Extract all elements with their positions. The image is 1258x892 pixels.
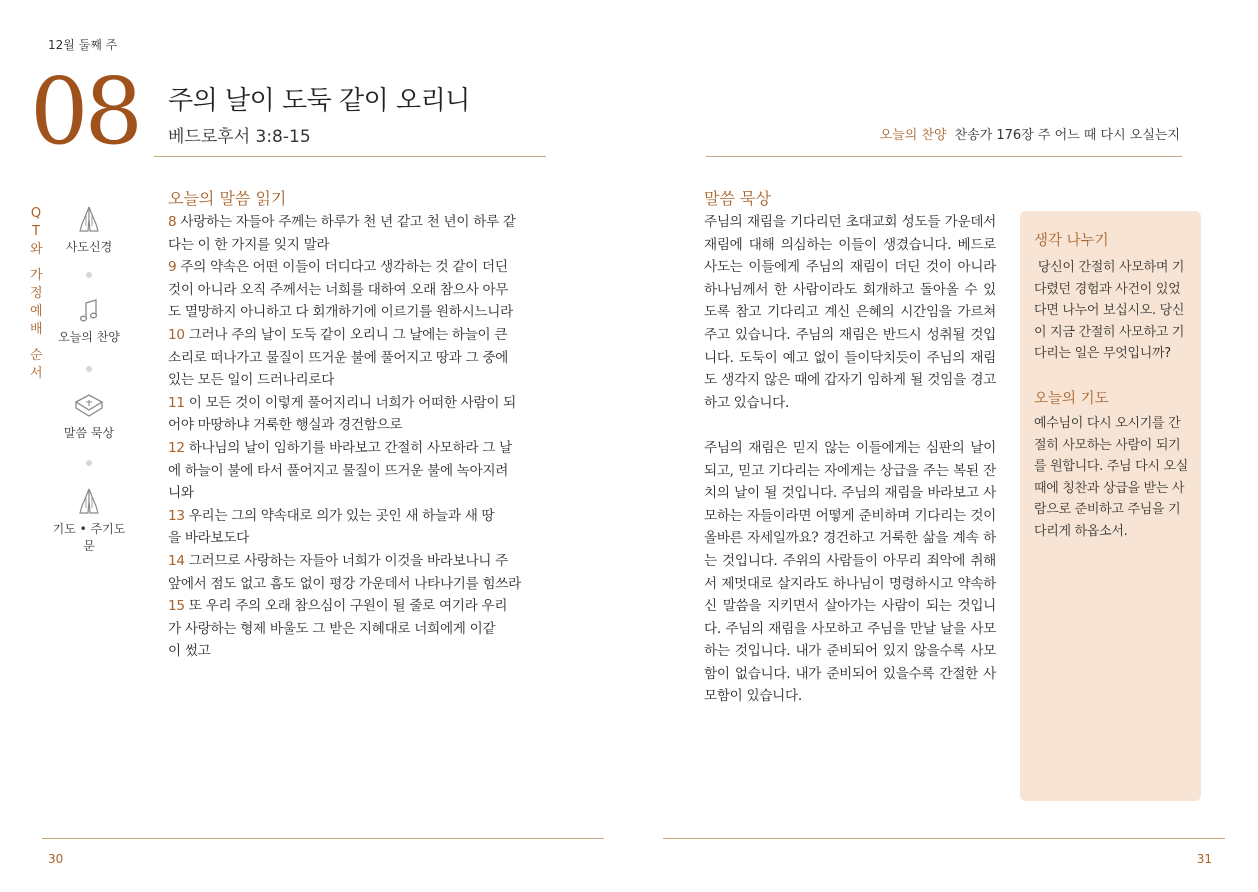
meditation-heading: 말씀 묵상 [704,189,771,208]
todays-hymn [880,124,1180,143]
box-line: 절히 사모하는 사람이 되기 [1034,437,1181,453]
page-number-left: 30 [48,852,64,866]
sharing-text [1034,257,1190,365]
verse-text: 다는 이 한 가지를 잊지 말라 [168,236,330,253]
verse-line [168,324,550,347]
box-line: 당신이 간절히 사모하며 기 [1034,260,1185,275]
verse-text: 이 모든 것이 이렇게 풀어지리니 너희가 어떠한 사람이 되 [184,394,517,411]
page-title: 주의 날이 도둑 같이 오리니 [168,86,470,116]
verse-line [168,640,550,663]
verse-line [168,234,550,257]
bible-icon [73,392,105,420]
verse-text: 것이 아니라 오직 주께서는 너희를 대하여 오래 참으사 아무 [168,281,509,298]
sidebar-item-label: 기도 • 주기도문 [52,522,126,553]
verse-text: 또 우리 주의 오래 참으심이 구원이 될 줄로 여기라 우리 [184,598,508,615]
sidebar-dot [86,272,92,278]
verse-number: 9 [168,259,177,276]
verse-number: 14 [168,552,185,569]
verse-text: 그러므로 사랑하는 자들아 너희가 이것을 바라보나니 주 [184,552,508,569]
verse-line [168,211,550,234]
verse-line [168,369,550,392]
box-line: 다렸던 경험과 사건이 있었 [1034,281,1181,297]
header-divider-left [154,156,546,157]
devotion-number: 08 [30,58,140,165]
verse-text: 에 하늘이 불에 타서 풀어지고 물질이 뜨거운 불에 녹아지려 [168,462,509,479]
verse-text: 어야 마땅하냐 거룩한 행실과 경건함으로 [168,417,403,434]
scripture-reference: 베드로후서 3:8-15 [168,127,311,147]
sidebar-dot [86,366,92,372]
qt-vertical-char: 와 [30,242,43,257]
verse-text: 앞에서 점도 없고 흠도 없이 평강 가운데서 나타나기를 힘쓰라 [168,575,521,592]
sidebar-item-label: 말씀 묵상 [63,426,115,440]
praying-hands-icon [74,204,104,234]
verse-line [168,460,550,483]
music-note-icon [74,298,104,324]
hymn-text: 찬송가 176장 주 어느 때 다시 오실는지 [954,128,1180,143]
sidebar-item-hymn [52,298,126,345]
verse-text: 가 사랑하는 형제 바울도 그 받은 지혜대로 너희에게 이같 [168,620,496,637]
verse-line [168,482,550,505]
reading-heading: 오늘의 말씀 읽기 [168,189,287,208]
sharing-heading: 생각 나누기 [1034,233,1109,249]
verse-line [168,550,550,573]
page-number-right: 31 [1196,852,1212,866]
header-divider-right [706,156,1182,157]
sidebar-item-creed [52,204,126,255]
box-line: 이 지금 간절히 사모하고 기 [1034,324,1185,340]
verse-line [168,595,550,618]
footer-divider-right [663,838,1225,839]
box-line: 다면 나누어 보십시오. 당신 [1034,303,1185,318]
qt-vertical-char: 예 [30,304,43,319]
meditation-text [704,211,996,708]
verse-line [168,573,550,596]
prayer-text [1034,413,1190,542]
qt-vertical-char: 배 [30,322,43,337]
verse-number: 11 [168,394,185,411]
sidebar-item-label: 사도신경 [65,240,113,254]
verse-text: 하나님의 날이 임하기를 바라보고 간절히 사모하라 그 날 [184,439,512,456]
box-line: 예수님이 다시 오시기를 간 [1034,416,1181,431]
week-label: 12월 둘째 주 [48,38,118,52]
qt-vertical-label [30,205,42,383]
verse-text: 도 멸망하지 아니하고 다 회개하기에 이르기를 원하시느니라 [168,304,513,321]
reflection-box [1020,211,1201,801]
verse-number: 12 [168,439,185,456]
verse-line [168,527,550,550]
verse-line [168,347,550,370]
verse-line [168,505,550,528]
qt-vertical-char: 정 [30,286,43,301]
verse-number: 8 [168,214,177,230]
box-line: 다리는 일은 무엇입니까? [1034,346,1171,361]
qt-vertical-char [30,339,42,347]
box-line: 다리게 하옵소서. [1034,523,1128,539]
box-line: 때에 칭찬과 상급을 받는 사 [1034,480,1185,496]
meditation-paragraph: 주님의 재림을 기다리던 초대교회 성도들 가운데서 재림에 대해 의심하는 이들이 생겼습니다. 베드로 사도는 이들에게 주님의 재림이 더딘 것이 아니라 하나님께서 한 사람이라도 회개하고 돌아올 수 있도록 참고 기다리고 계신 은혜의 시간임을 가르쳐주고 있습니다. 주님의 재림은 반드시 성취될 것입니다. 도둑이 예고 없이 들이닥치듯이 주님의 재림도 생각지 않은 때에 갑자기 임하게 될 것임을 경고하고 있습니다. [704,214,996,411]
verse-text: 소리로 떠나가고 물질이 뜨거운 불에 풀어지고 땅과 그 중에 [168,349,509,366]
verse-line [168,618,550,641]
verse-text: 을 바라보도다 [168,530,250,547]
sidebar-item-prayer [52,486,126,554]
sidebar-dot [86,460,92,466]
verse-line [168,279,550,302]
verse-line [168,414,550,437]
prayer-heading: 오늘의 기도 [1034,391,1109,407]
sidebar-item-label: 오늘의 찬양 [58,330,120,344]
verse-text: 주의 약속은 어떤 이들이 더디다고 생각하는 것 같이 더딘 [176,259,508,276]
verse-number: 10 [168,326,185,343]
verse-line [168,437,550,460]
qt-vertical-char: Q [30,206,42,221]
hymn-label: 오늘의 찬양 [879,128,947,143]
qt-vertical-char: 가 [30,268,43,283]
verse-line [168,392,550,415]
verse-number: 15 [168,598,185,615]
sidebar-item-meditation [52,392,126,441]
qt-vertical-char: T [32,224,40,239]
verse-line [168,256,550,279]
verse-text: 이 썼고 [168,643,211,660]
verse-text: 그러나 주의 날이 도둑 같이 오리니 그 날에는 하늘이 큰 [184,326,508,343]
verse-number: 13 [168,507,185,524]
verse-text: 사랑하는 자들아 주께는 하루가 천 년 같고 천 년이 하루 같 [176,214,516,230]
verse-text: 있는 모든 일이 드러나리로다 [168,372,335,389]
meditation-paragraph: 주님의 재림은 믿지 않는 이들에게는 심판의 날이 되고, 믿고 기다리는 자에게는 상급을 주는 복된 잔치의 날이 될 것입니다. 주님의 재림을 바라보고 사모하는 자들이라면 어떻게 준비하며 기다리는 것이 올바른 자세일까요? 경건하고 거룩한 삶을 계속 하는 것입니다. 주위의 사람들이 아무리 죄악에 취해서 제멋대로 살지라도 하나님이 명령하시고 약속하신 말씀을 지키면서 살아가는 사람이 되는 것입니다. 주님의 재림을 사모하고 주님을 만날 날을 사모하는 것입니다. 내가 준비되어 있지 않을수록 사모함이 없습니다. 내가 준비되어 있을수록 간절한 사모함이 있습니다. [704,439,996,705]
qt-vertical-char: 순 [30,348,43,363]
qt-vertical-char [30,259,42,267]
verse-text: 니와 [168,485,194,502]
footer-divider-left [42,838,604,839]
box-line: 를 원합니다. 주님 다시 오실 [1034,459,1188,474]
praying-hands-icon [74,486,104,516]
box-line: 람으로 준비하고 주님을 기 [1034,502,1181,517]
verse-text: 우리는 그의 약속대로 의가 있는 곳인 새 하늘과 새 땅 [184,507,495,524]
verse-line [168,301,550,324]
scripture-passage [168,211,550,663]
qt-vertical-char: 서 [30,366,43,381]
